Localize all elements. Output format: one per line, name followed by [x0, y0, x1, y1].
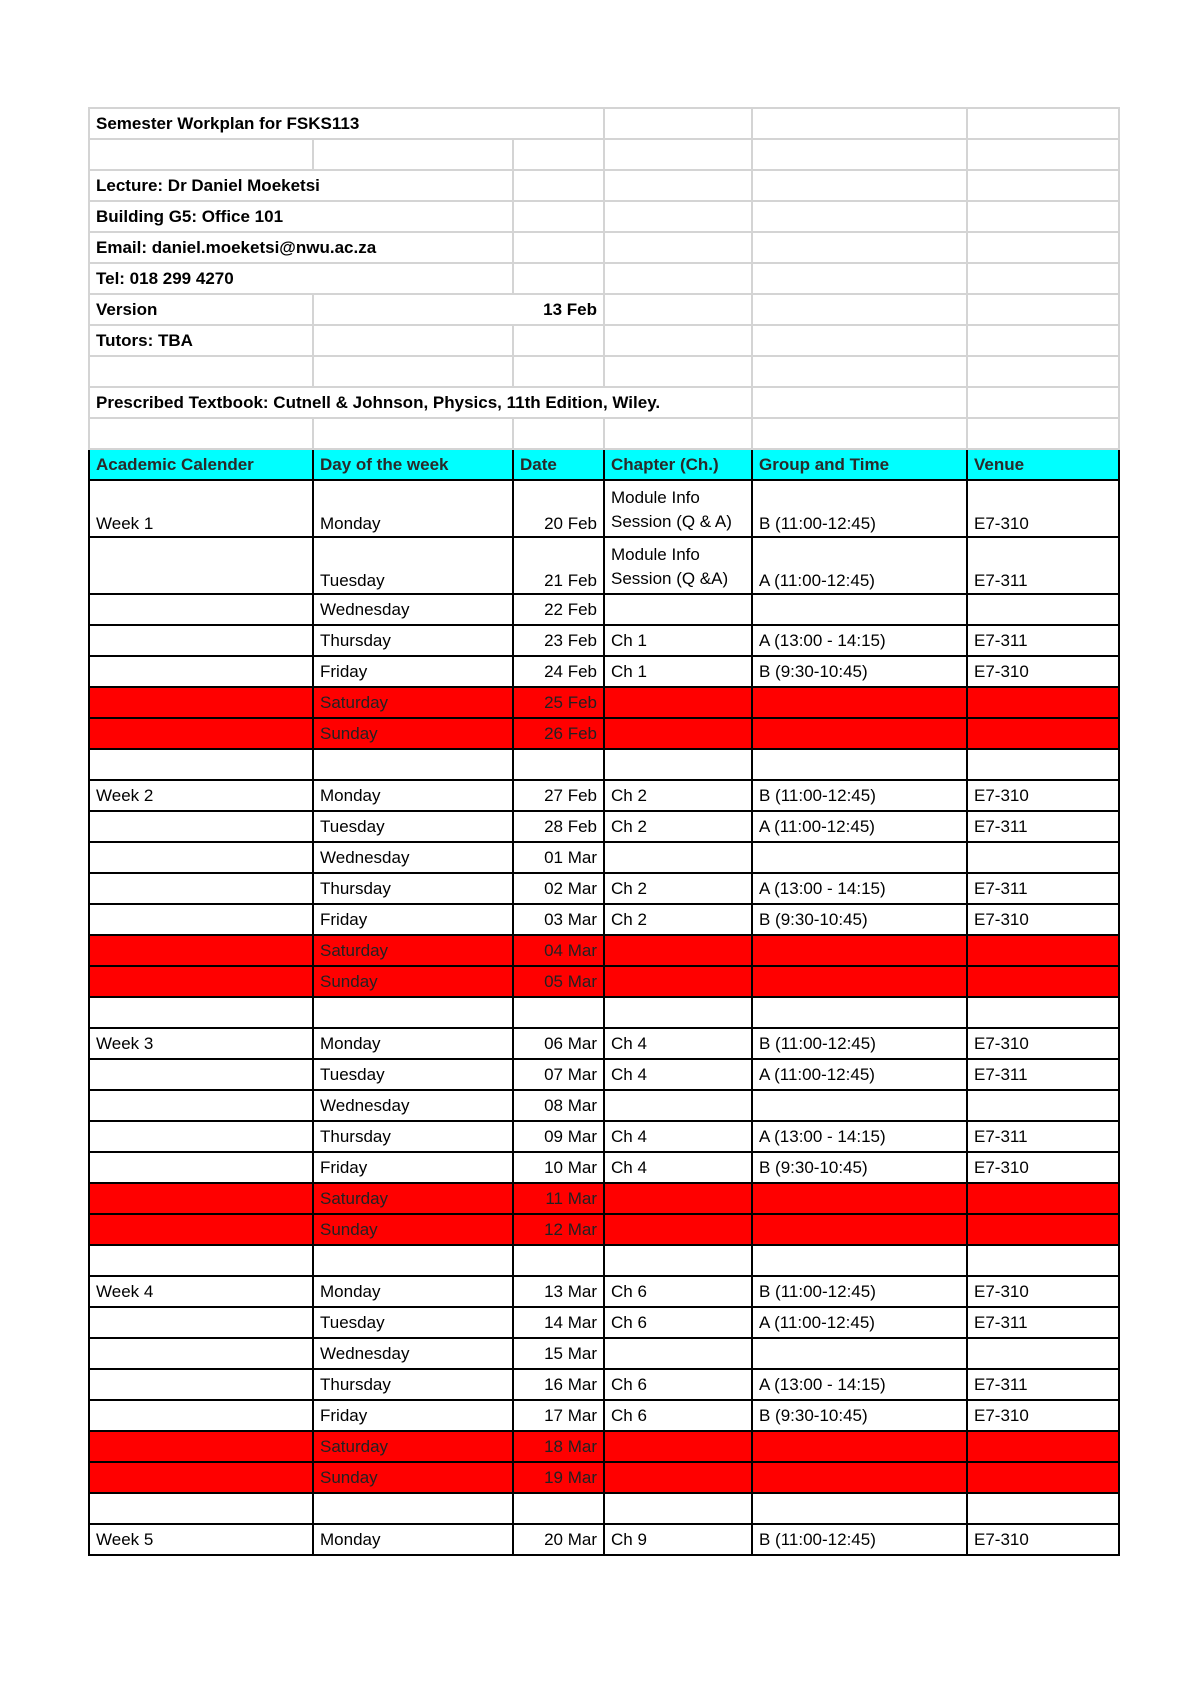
cell-chapter [604, 1183, 752, 1214]
cell-week [89, 1183, 313, 1214]
cell-venue [967, 594, 1119, 625]
cell-group-time [752, 594, 967, 625]
schedule-row [89, 1431, 1119, 1462]
cell-group-time: A (13:00 - 14:15) [752, 1369, 967, 1400]
cell-day: Tuesday [313, 811, 513, 842]
schedule-row [89, 966, 1119, 997]
cell-day: Monday [313, 780, 513, 811]
cell-date: 18 Mar [513, 1431, 604, 1462]
cell-week [89, 935, 313, 966]
cell-venue: E7-310 [967, 656, 1119, 687]
cell-venue [967, 1090, 1119, 1121]
cell-venue [967, 749, 1119, 780]
schedule-row [89, 1400, 1119, 1431]
cell-week [89, 687, 313, 718]
cell-day: Monday [313, 1028, 513, 1059]
cell-week: Week 5 [89, 1524, 313, 1555]
cell-day: Monday [313, 480, 513, 537]
cell-chapter: Ch 2 [604, 811, 752, 842]
cell-group-time: A (11:00-12:45) [752, 1059, 967, 1090]
cell-day: Sunday [313, 966, 513, 997]
schedule-row [89, 1121, 1119, 1152]
cell-day: Wednesday [313, 1338, 513, 1369]
tutors-row [89, 325, 1119, 356]
textbook-row [89, 387, 1119, 418]
cell-date: 14 Mar [513, 1307, 604, 1338]
cell-chapter [604, 1338, 752, 1369]
cell-date: 13 Mar [513, 1276, 604, 1307]
email-address: Email: daniel.moeketsi@nwu.ac.za [89, 232, 513, 263]
cell-day: Friday [313, 1152, 513, 1183]
cell-week [89, 966, 313, 997]
cell-chapter [604, 1431, 752, 1462]
cell-day [313, 749, 513, 780]
cell-week [89, 1090, 313, 1121]
schedule-row [89, 1524, 1119, 1555]
cell-date: 09 Mar [513, 1121, 604, 1152]
cell-venue: E7-310 [967, 1524, 1119, 1555]
cell-week [89, 1462, 313, 1493]
cell-week [89, 537, 313, 594]
cell-date: 05 Mar [513, 966, 604, 997]
building-office: Building G5: Office 101 [89, 201, 513, 232]
cell-group-time [752, 1183, 967, 1214]
cell-venue: E7-311 [967, 1307, 1119, 1338]
cell-chapter: Ch 4 [604, 1152, 752, 1183]
cell-week: Week 4 [89, 1276, 313, 1307]
cell-week [89, 1400, 313, 1431]
cell-venue [967, 1245, 1119, 1276]
cell-venue [967, 718, 1119, 749]
schedule-row [89, 1245, 1119, 1276]
cell-week [89, 997, 313, 1028]
cell-week [89, 1121, 313, 1152]
cell-venue: E7-310 [967, 1028, 1119, 1059]
cell-group-time [752, 1462, 967, 1493]
title-row [89, 108, 1119, 139]
cell-week [89, 873, 313, 904]
cell-group-time [752, 687, 967, 718]
cell-week [89, 625, 313, 656]
cell-venue: E7-311 [967, 1059, 1119, 1090]
cell-date: 08 Mar [513, 1090, 604, 1121]
cell-day [313, 1245, 513, 1276]
schedule-row [89, 873, 1119, 904]
cell-day: Monday [313, 1524, 513, 1555]
cell-date [513, 997, 604, 1028]
cell-day [313, 1493, 513, 1524]
cell-chapter [604, 966, 752, 997]
cell-group-time: A (11:00-12:45) [752, 537, 967, 594]
cell-day: Sunday [313, 1462, 513, 1493]
cell-group-time [752, 718, 967, 749]
cell-venue [967, 1431, 1119, 1462]
cell-group-time: A (13:00 - 14:15) [752, 1121, 967, 1152]
cell-date [513, 1493, 604, 1524]
cell-chapter: Ch 2 [604, 904, 752, 935]
email-row [89, 232, 1119, 263]
schedule-row [89, 1493, 1119, 1524]
cell-venue: E7-310 [967, 780, 1119, 811]
cell-group-time [752, 1214, 967, 1245]
cell-chapter: Module Info Session (Q & A) [604, 480, 752, 537]
schedule-row [89, 1183, 1119, 1214]
cell-group-time [752, 842, 967, 873]
cell-venue: E7-310 [967, 1400, 1119, 1431]
cell-venue [967, 842, 1119, 873]
cell-week [89, 1307, 313, 1338]
column-header-date: Date [513, 449, 604, 480]
cell-group-time: B (9:30-10:45) [752, 904, 967, 935]
version-value: 13 Feb [313, 294, 604, 325]
cell-week [89, 842, 313, 873]
cell-group-time [752, 966, 967, 997]
cell-week [89, 1338, 313, 1369]
version-row [89, 294, 1119, 325]
schedule-row [89, 656, 1119, 687]
cell-chapter: Ch 2 [604, 873, 752, 904]
cell-date: 24 Feb [513, 656, 604, 687]
schedule-row [89, 780, 1119, 811]
cell-date: 25 Feb [513, 687, 604, 718]
column-header-group: Group and Time [752, 449, 967, 480]
cell-chapter: Module Info Session (Q &A) [604, 537, 752, 594]
cell-date: 21 Feb [513, 537, 604, 594]
cell-group-time: B (9:30-10:45) [752, 1152, 967, 1183]
cell-chapter: Ch 6 [604, 1307, 752, 1338]
cell-day: Saturday [313, 1183, 513, 1214]
cell-chapter [604, 842, 752, 873]
cell-day: Tuesday [313, 1059, 513, 1090]
cell-group-time [752, 1090, 967, 1121]
tel-row [89, 263, 1119, 294]
cell-date: 16 Mar [513, 1369, 604, 1400]
cell-date: 23 Feb [513, 625, 604, 656]
cell-chapter [604, 687, 752, 718]
cell-chapter [604, 594, 752, 625]
cell-chapter [604, 749, 752, 780]
cell-chapter: Ch 6 [604, 1276, 752, 1307]
cell-group-time [752, 1493, 967, 1524]
blank-row [89, 139, 1119, 170]
cell-venue: E7-311 [967, 537, 1119, 594]
column-header-row [89, 449, 1119, 480]
cell-group-time: B (11:00-12:45) [752, 480, 967, 537]
cell-chapter [604, 1214, 752, 1245]
schedule-row [89, 718, 1119, 749]
schedule-row [89, 1214, 1119, 1245]
cell-venue: E7-311 [967, 1369, 1119, 1400]
building-row [89, 201, 1119, 232]
cell-chapter: Ch 1 [604, 656, 752, 687]
tutors: Tutors: TBA [89, 325, 313, 356]
cell-chapter: Ch 6 [604, 1369, 752, 1400]
cell-chapter: Ch 4 [604, 1028, 752, 1059]
cell-group-time [752, 749, 967, 780]
cell-venue [967, 935, 1119, 966]
cell-chapter [604, 718, 752, 749]
cell-day: Friday [313, 656, 513, 687]
cell-group-time: B (11:00-12:45) [752, 1276, 967, 1307]
cell-group-time: A (13:00 - 14:15) [752, 873, 967, 904]
cell-chapter: Ch 4 [604, 1059, 752, 1090]
cell-day: Tuesday [313, 537, 513, 594]
cell-group-time: B (9:30-10:45) [752, 1400, 967, 1431]
cell-day: Friday [313, 1400, 513, 1431]
cell-week [89, 1152, 313, 1183]
cell-day: Saturday [313, 687, 513, 718]
cell-group-time: B (11:00-12:45) [752, 780, 967, 811]
schedule-row [89, 480, 1119, 537]
cell-chapter: Ch 6 [604, 1400, 752, 1431]
schedule-row [89, 811, 1119, 842]
cell-venue [967, 687, 1119, 718]
cell-day: Saturday [313, 935, 513, 966]
sheet-body [89, 108, 1119, 1555]
cell-week [89, 1214, 313, 1245]
cell-group-time [752, 1338, 967, 1369]
cell-day: Wednesday [313, 842, 513, 873]
cell-venue [967, 1183, 1119, 1214]
lecturer-row [89, 170, 1119, 201]
cell-date [513, 1245, 604, 1276]
telephone: Tel: 018 299 4270 [89, 263, 513, 294]
cell-day: Saturday [313, 1431, 513, 1462]
cell-group-time [752, 935, 967, 966]
cell-date: 17 Mar [513, 1400, 604, 1431]
cell-day: Thursday [313, 1369, 513, 1400]
cell-date: 02 Mar [513, 873, 604, 904]
cell-chapter: Ch 4 [604, 1121, 752, 1152]
cell-venue: E7-310 [967, 1276, 1119, 1307]
schedule-row [89, 997, 1119, 1028]
cell-week [89, 656, 313, 687]
cell-chapter [604, 1245, 752, 1276]
cell-date [513, 749, 604, 780]
cell-chapter [604, 1493, 752, 1524]
cell-week [89, 1493, 313, 1524]
cell-week [89, 904, 313, 935]
cell-venue [967, 1462, 1119, 1493]
cell-date: 20 Mar [513, 1524, 604, 1555]
cell-chapter [604, 1462, 752, 1493]
cell-group-time: B (9:30-10:45) [752, 656, 967, 687]
cell-date: 10 Mar [513, 1152, 604, 1183]
prescribed-textbook: Prescribed Textbook: Cutnell & Johnson, Physics, 11th Edition, Wiley. [89, 387, 752, 418]
cell-chapter: Ch 2 [604, 780, 752, 811]
cell-chapter: Ch 9 [604, 1524, 752, 1555]
cell-day: Sunday [313, 1214, 513, 1245]
cell-date: 27 Feb [513, 780, 604, 811]
schedule-row [89, 1090, 1119, 1121]
cell-group-time [752, 1431, 967, 1462]
version-label: Version [89, 294, 313, 325]
cell-week [89, 749, 313, 780]
cell-day: Friday [313, 904, 513, 935]
workplan-sheet [88, 107, 1120, 1556]
cell-day: Thursday [313, 1121, 513, 1152]
cell-venue: E7-310 [967, 904, 1119, 935]
cell-group-time: A (11:00-12:45) [752, 811, 967, 842]
cell-group-time: B (11:00-12:45) [752, 1028, 967, 1059]
cell-group-time: A (13:00 - 14:15) [752, 625, 967, 656]
cell-venue: E7-311 [967, 811, 1119, 842]
cell-chapter [604, 935, 752, 966]
schedule-row [89, 1059, 1119, 1090]
blank-row [89, 356, 1119, 387]
cell-venue: E7-310 [967, 480, 1119, 537]
cell-venue [967, 966, 1119, 997]
blank-row [89, 418, 1119, 449]
cell-date: 22 Feb [513, 594, 604, 625]
cell-venue: E7-311 [967, 1121, 1119, 1152]
cell-week [89, 1431, 313, 1462]
cell-date: 12 Mar [513, 1214, 604, 1245]
schedule-row [89, 1276, 1119, 1307]
cell-venue [967, 997, 1119, 1028]
cell-day: Thursday [313, 873, 513, 904]
cell-week [89, 1059, 313, 1090]
cell-date: 28 Feb [513, 811, 604, 842]
cell-date: 20 Feb [513, 480, 604, 537]
schedule-row [89, 1462, 1119, 1493]
schedule-row [89, 594, 1119, 625]
cell-date: 15 Mar [513, 1338, 604, 1369]
cell-venue [967, 1493, 1119, 1524]
cell-venue [967, 1214, 1119, 1245]
cell-day: Tuesday [313, 1307, 513, 1338]
cell-day: Wednesday [313, 1090, 513, 1121]
cell-week [89, 1245, 313, 1276]
column-header-chapter: Chapter (Ch.) [604, 449, 752, 480]
schedule-row [89, 749, 1119, 780]
cell-venue: E7-311 [967, 625, 1119, 656]
schedule-row [89, 842, 1119, 873]
column-header-venue: Venue [967, 449, 1119, 480]
schedule-row [89, 1338, 1119, 1369]
cell-week [89, 718, 313, 749]
cell-chapter: Ch 1 [604, 625, 752, 656]
schedule-row [89, 537, 1119, 594]
cell-day [313, 997, 513, 1028]
cell-date: 06 Mar [513, 1028, 604, 1059]
cell-week [89, 811, 313, 842]
schedule-row [89, 1152, 1119, 1183]
cell-group-time [752, 997, 967, 1028]
schedule-row [89, 1369, 1119, 1400]
cell-week [89, 1369, 313, 1400]
schedule-row [89, 1028, 1119, 1059]
cell-week: Week 1 [89, 480, 313, 537]
cell-date: 26 Feb [513, 718, 604, 749]
cell-day: Thursday [313, 625, 513, 656]
column-header-week: Academic Calender [89, 449, 313, 480]
schedule-row [89, 687, 1119, 718]
cell-date: 01 Mar [513, 842, 604, 873]
lecturer-name: Lecture: Dr Daniel Moeketsi [89, 170, 513, 201]
cell-group-time [752, 1245, 967, 1276]
cell-date: 07 Mar [513, 1059, 604, 1090]
cell-date: 03 Mar [513, 904, 604, 935]
cell-date: 19 Mar [513, 1462, 604, 1493]
cell-venue: E7-310 [967, 1152, 1119, 1183]
cell-chapter [604, 1090, 752, 1121]
column-header-day: Day of the week [313, 449, 513, 480]
cell-week [89, 594, 313, 625]
cell-day: Sunday [313, 718, 513, 749]
schedule-row [89, 625, 1119, 656]
schedule-row [89, 935, 1119, 966]
cell-date: 04 Mar [513, 935, 604, 966]
cell-day: Monday [313, 1276, 513, 1307]
cell-group-time: A (11:00-12:45) [752, 1307, 967, 1338]
cell-week: Week 3 [89, 1028, 313, 1059]
cell-venue [967, 1338, 1119, 1369]
schedule-row [89, 904, 1119, 935]
cell-day: Wednesday [313, 594, 513, 625]
cell-date: 11 Mar [513, 1183, 604, 1214]
sheet-title: Semester Workplan for FSKS113 [89, 108, 604, 139]
cell-venue: E7-311 [967, 873, 1119, 904]
schedule-row [89, 1307, 1119, 1338]
cell-group-time: B (11:00-12:45) [752, 1524, 967, 1555]
cell-chapter [604, 997, 752, 1028]
cell-week: Week 2 [89, 780, 313, 811]
